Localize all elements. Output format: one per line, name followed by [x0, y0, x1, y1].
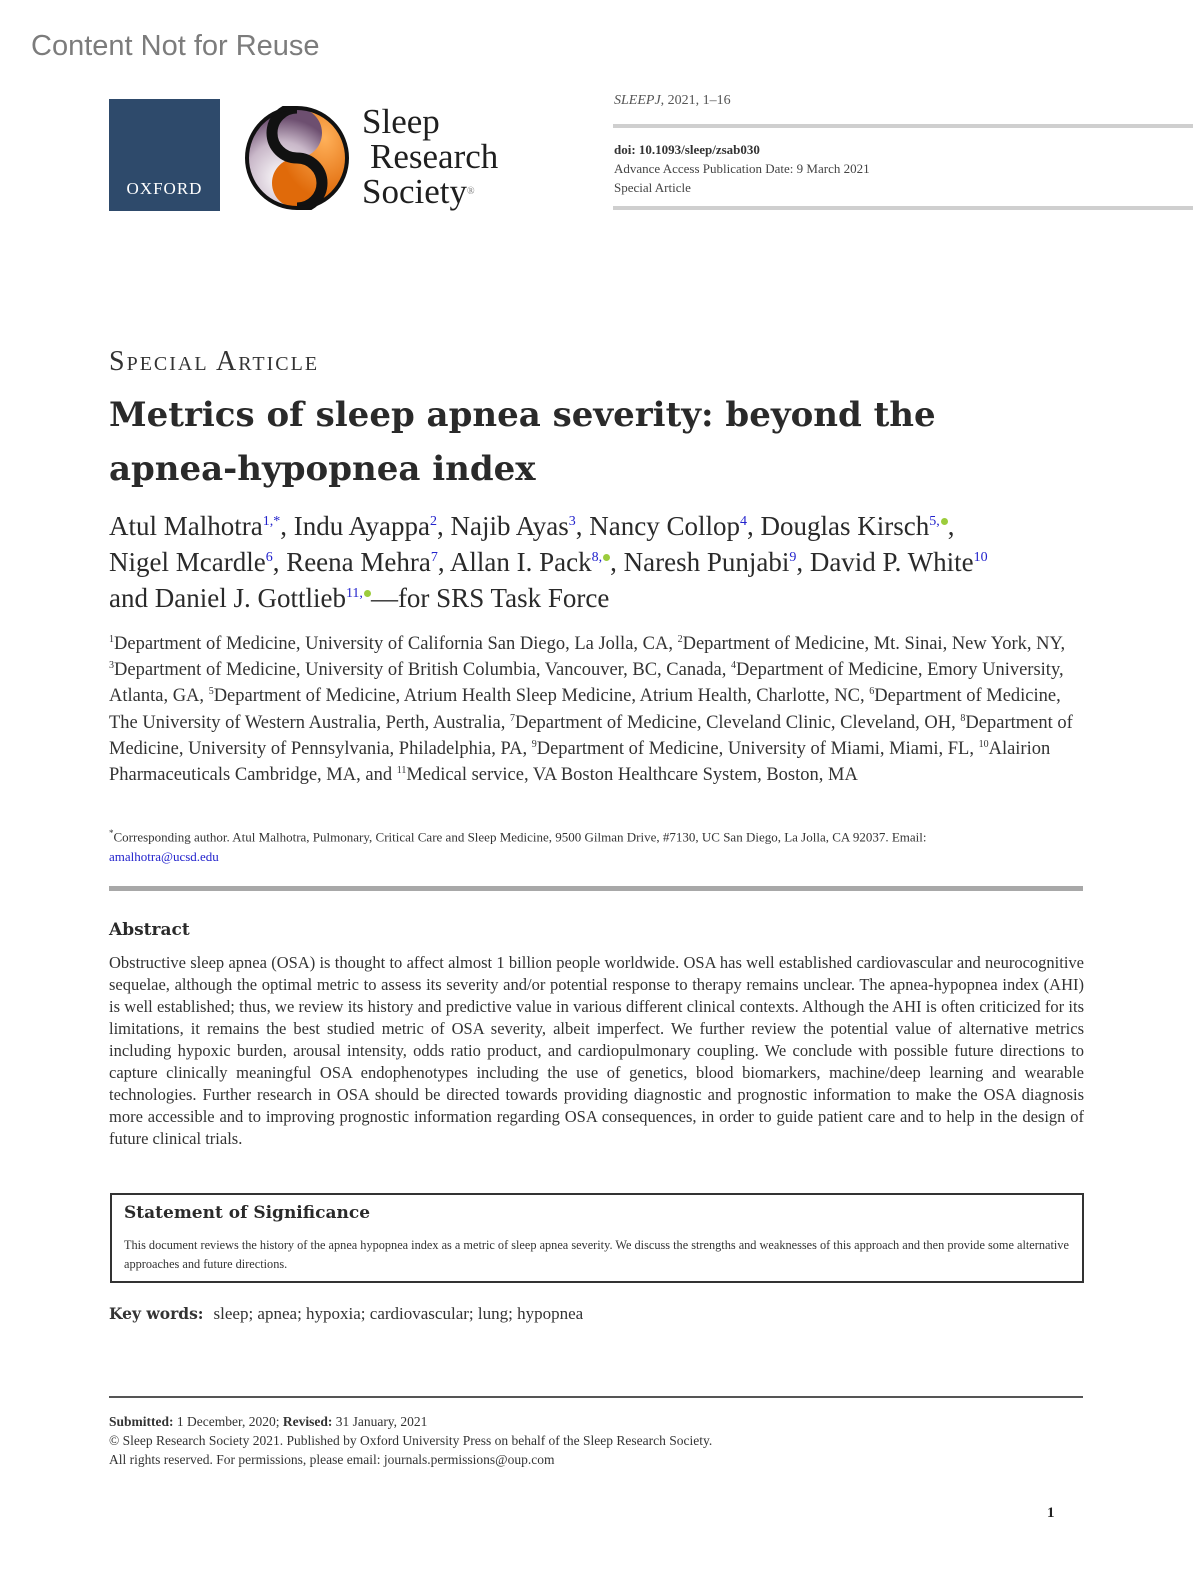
section-label: Special Article	[109, 346, 320, 377]
affiliation-number: 2	[677, 633, 683, 645]
header-divider-top	[613, 124, 1193, 128]
affiliation-number: 6	[869, 686, 875, 698]
affiliation-text: Department of Medicine, Emory University, Atlanta, GA,	[109, 660, 1064, 707]
affiliation-number: 1	[109, 633, 114, 645]
author-name[interactable]: Reena Mehra	[286, 547, 431, 577]
advance-access-date: Advance Access Publication Date: 9 March 2021	[614, 161, 870, 176]
journal-name: SLEEPJ	[614, 93, 661, 108]
watermark: Content Not for Reuse	[31, 30, 320, 62]
author-separator: ,	[436, 511, 451, 541]
section-divider	[109, 886, 1083, 891]
footer	[109, 1412, 712, 1469]
affiliation-number: 7	[509, 712, 515, 724]
author-name[interactable]: Allan I. Pack	[449, 547, 592, 577]
author-separator: ,	[796, 547, 810, 577]
society-name	[362, 104, 498, 209]
registered-mark: ®	[466, 186, 475, 197]
affiliation-text: Department of Medicine, University of California San Diego, La Jolla, CA,	[114, 634, 678, 654]
society-name-line3: Society	[362, 172, 467, 211]
author-name[interactable]: Najib Ayas	[450, 511, 569, 541]
affiliation-text: Department of Medicine, University of Pennsylvania, Philadelphia, PA,	[109, 712, 1073, 759]
affiliation-text: Department of Medicine, University of Miami, Miami, FL,	[536, 738, 979, 759]
affiliation-text: Department of Medicine, Mt. Sinai, New York, NY,	[682, 634, 1066, 654]
affiliation-text: Alairion Pharmaceuticals Cambridge, MA, and	[109, 738, 1051, 786]
corresponding-text: Corresponding author. Atul Malhotra, Pulmonary, Critical Care and Sleep Medicine, 9500 Gilman Drive, #7130, UC San Diego, La Jolla, CA 92037. Email:	[113, 829, 927, 845]
author-separator: ,	[437, 547, 450, 577]
submitted-label: Submitted:	[109, 1414, 174, 1429]
oxford-logo-text: OXFORD	[126, 179, 203, 198]
author-name[interactable]: Douglas Kirsch	[760, 511, 930, 541]
author-separator: —for SRS Task Force	[370, 583, 610, 613]
corresponding-author	[109, 823, 1089, 867]
corresponding-mark: *	[109, 828, 114, 838]
journal-volume: , 2021, 1–16	[660, 93, 731, 108]
author-name[interactable]: Nigel Mcardle	[109, 547, 266, 577]
author-affiliation-ref[interactable]: 5,	[929, 514, 940, 529]
affiliation-number: 3	[109, 660, 114, 672]
affiliation-number: 11	[396, 764, 407, 776]
affiliation-number: 10	[978, 738, 989, 750]
author-separator: ,	[280, 511, 294, 541]
corresponding-email-link[interactable]: amalhotra@ucsd.edu	[109, 849, 219, 865]
author-name[interactable]: Atul Malhotra	[109, 511, 263, 541]
author-affiliation-ref[interactable]: 4	[739, 514, 747, 529]
orcid-icon[interactable]	[941, 518, 948, 525]
author-affiliation-ref[interactable]: 9	[789, 550, 797, 565]
submission-dates	[109, 1412, 712, 1431]
author-separator: ,	[610, 547, 624, 577]
author-name[interactable]: David P. White	[809, 547, 974, 577]
abstract-heading: Abstract	[109, 920, 190, 940]
author-separator: ,	[272, 547, 287, 577]
author-name[interactable]: Naresh Punjabi	[623, 547, 790, 577]
author-affiliation-ref[interactable]: 2	[429, 514, 437, 529]
author-name[interactable]: and Daniel J. Gottlieb	[109, 583, 346, 613]
author-affiliation-ref[interactable]: 8,	[591, 550, 603, 565]
author-affiliation-ref[interactable]: 11,	[345, 586, 363, 601]
revised-label: Revised:	[282, 1414, 333, 1429]
author-affiliation-ref[interactable]: 6	[265, 550, 273, 565]
article-title: Metrics of sleep apnea severity: beyond the apnea-hypopnea index	[109, 395, 936, 489]
orcid-icon[interactable]	[364, 590, 371, 597]
society-name-line1: Sleep	[362, 102, 440, 141]
author-affiliation-ref[interactable]: 3	[568, 514, 576, 529]
affiliation-text: Department of Medicine, Cleveland Clinic, Cleveland, OH,	[514, 712, 961, 733]
author-separator: ,	[947, 511, 955, 541]
article-type: Special Article	[614, 180, 691, 195]
affiliation-text: Department of Medicine, Atrium Health Sleep Medicine, Atrium Health, Charlotte, NC,	[213, 686, 870, 707]
author-affiliation-ref[interactable]: 1,*	[262, 514, 281, 529]
author-affiliation-ref[interactable]: 7	[430, 550, 438, 565]
affiliation-text: Department of Medicine, The University of Western Australia, Perth, Australia,	[109, 686, 1061, 733]
permissions: All rights reserved. For permissions, please email: journals.permissions@oup.com	[109, 1452, 555, 1467]
affiliation-text: Department of Medicine, University of British Columbia, Vancouver, BC, Canada,	[114, 660, 732, 681]
author-separator: ,	[575, 511, 590, 541]
significance-heading: Statement of Significance	[124, 1203, 371, 1223]
affiliation-number: 8	[960, 712, 966, 724]
author-name[interactable]: Nancy Collop	[589, 511, 740, 541]
journal-citation	[614, 93, 731, 109]
affiliation-number: 9	[531, 738, 537, 750]
keywords	[109, 1304, 583, 1324]
sleep-research-society-logo-icon	[245, 106, 349, 210]
affiliations	[109, 631, 1084, 788]
significance-body: This document reviews the history of the apnea hypopnea index as a metric of sleep apnea severity. We discuss the strengths and weaknesses of this approach and then provide some alternative approaches and future directions.	[124, 1238, 1069, 1271]
page-number: 1	[1047, 1505, 1055, 1521]
copyright: © Sleep Research Society 2021. Published by Oxford University Press on behalf of the Sleep Research Society.	[109, 1433, 713, 1448]
keywords-list: sleep; apnea; hypoxia; cardiovascular; lung; hypopnea	[213, 1304, 584, 1323]
submitted-date: 1 December, 2020;	[173, 1414, 283, 1429]
society-name-line2: Research	[370, 137, 499, 176]
keywords-label: Key words:	[109, 1304, 204, 1323]
author-list	[109, 508, 1109, 616]
author-name[interactable]: Indu Ayappa	[293, 511, 430, 541]
publication-info	[614, 140, 870, 197]
author-affiliation-ref[interactable]: 10	[973, 550, 988, 565]
footer-divider	[109, 1396, 1083, 1398]
revised-date: 31 January, 2021	[332, 1414, 428, 1429]
author-separator: ,	[746, 511, 761, 541]
affiliation-text: Medical service, VA Boston Healthcare System, Boston, MA	[406, 765, 858, 786]
abstract-body: Obstructive sleep apnea (OSA) is thought to affect almost 1 billion people worldwide. OSA has well established cardiovascular and neurocognitive sequelae, although the optimal metric to assess its severity and/or potential response to therapy remains unclear. The apnea-hypopnea index (AHI) is well established; thus, we review its history and predictive value in various different clinical contexts. Although the AHI is often criticized for its limitations, it remains the best studied metric of OSA severity, albeit imperfect. We further review the potential value of alternative metrics including hypoxic burden, arousal intensity, odds ratio product, and cardiopulmonary coupling. We conclude with possible future directions to capture clinically meaningful OSA endophenotypes including the use of genetics, blood biomarkers, machine/deep learning and wearable technologies. Further research in OSA should be directed towards providing diagnostic and prognostic information to make the OSA diagnosis more accessible and to improving prognostic information regarding OSA consequences, in order to guide patient care and to help in the design of future clinical trials.	[109, 953, 1084, 1148]
affiliation-number: 5	[208, 686, 214, 698]
doi[interactable]: doi: 10.1093/sleep/zsab030	[614, 142, 760, 157]
header-divider-bottom	[613, 206, 1193, 210]
oxford-logo[interactable]	[109, 99, 220, 211]
affiliation-number: 4	[731, 660, 737, 672]
